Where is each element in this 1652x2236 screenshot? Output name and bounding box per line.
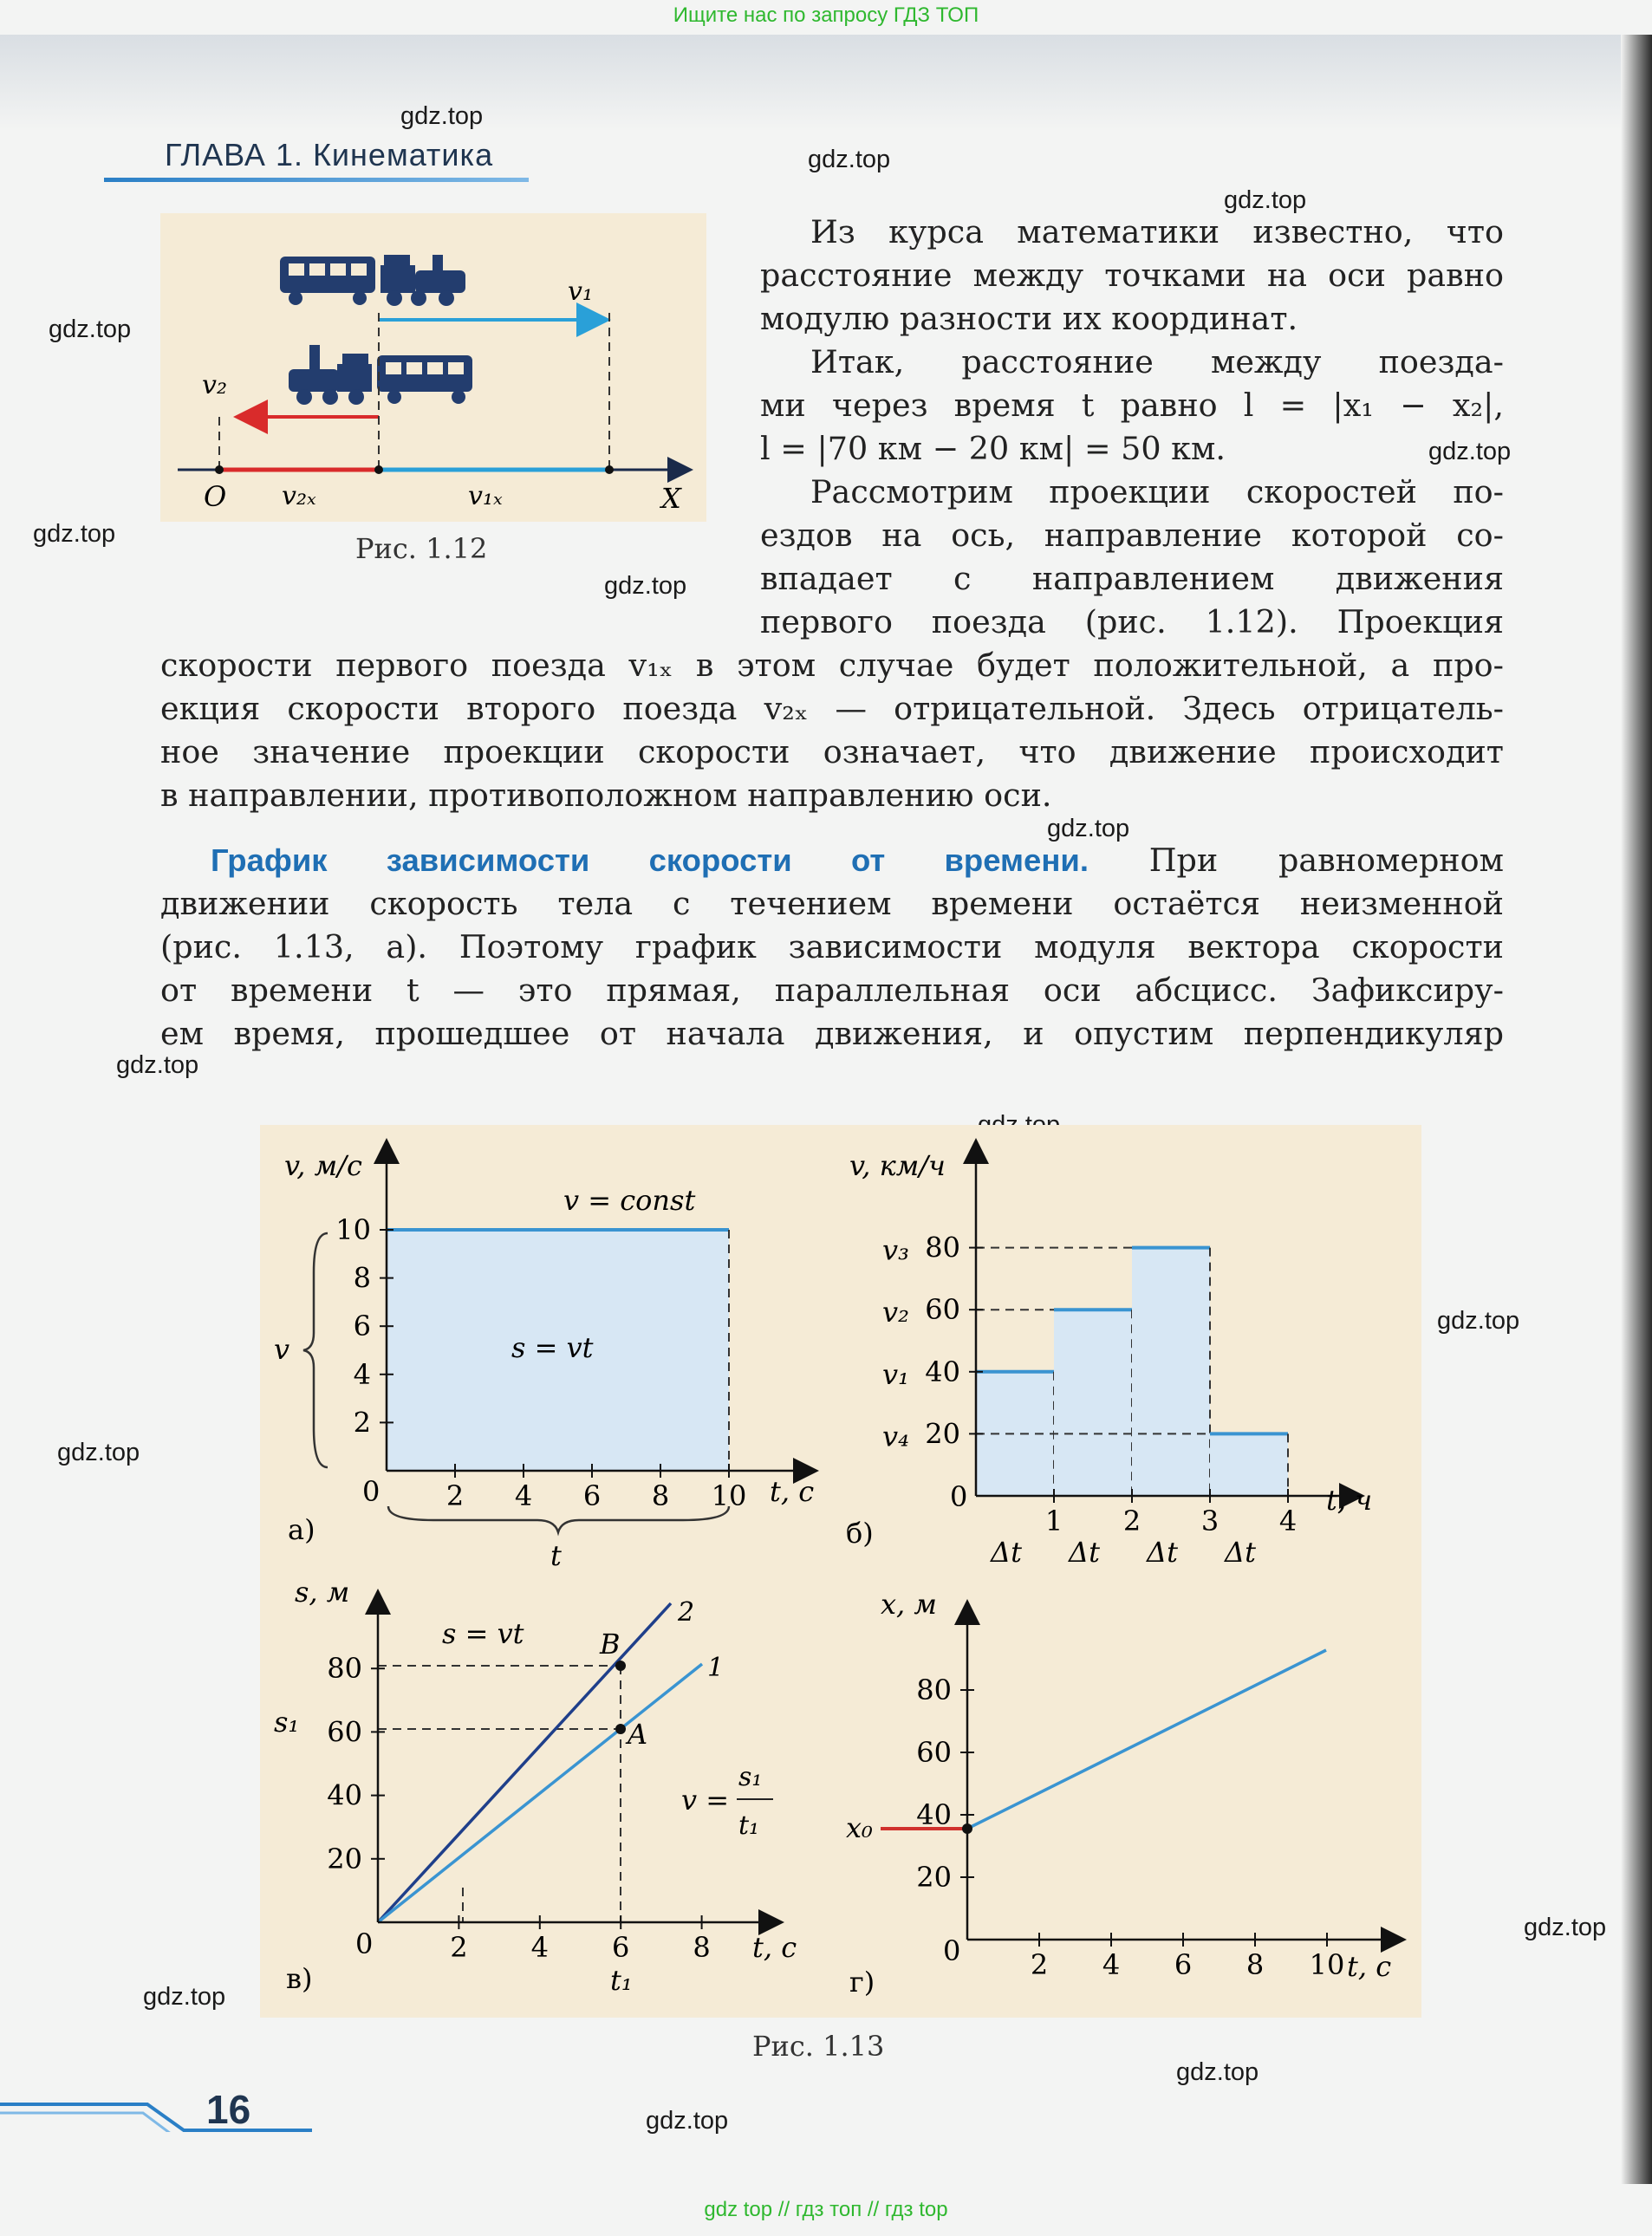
watermark: gdz.top [808, 146, 891, 173]
dt-label: Δt [1147, 1536, 1178, 1569]
train-1-icon [280, 255, 465, 306]
y-tick-label: 80 [916, 1674, 952, 1706]
paragraph-1-line: расстояние между точками на оси равно [760, 257, 1504, 294]
line-1-label: 1 [707, 1653, 725, 1683]
y-tick-label: 10 [335, 1213, 371, 1246]
point-A-label: A [628, 1718, 648, 1751]
x0-label: x₀ [846, 1811, 873, 1844]
watermark: gdz.top [116, 1051, 199, 1079]
v-level-label: v₃ [882, 1233, 909, 1267]
s1-label: s₁ [274, 1706, 300, 1739]
watermark: gdz.top [57, 1439, 140, 1466]
x-tick-label: 3 [1200, 1505, 1219, 1537]
x-tick-label: 4 [1278, 1505, 1298, 1537]
paragraph-4-text: При равномерном [1148, 842, 1504, 879]
y-tick-label: 4 [353, 1357, 371, 1391]
watermark: gdz.top [33, 520, 116, 548]
panel-c [274, 1576, 797, 1997]
x-tick-label: 2 [1030, 1948, 1049, 1981]
dt-label: Δt [1069, 1536, 1100, 1569]
paragraph-4-line: движении скорость тела с течением времени остаётся неизменной [160, 885, 1504, 922]
y-tick-label: 20 [925, 1417, 960, 1451]
watermark: gdz.top [604, 572, 687, 600]
line-1 [378, 1664, 702, 1922]
paragraph-4-first-line [211, 839, 1504, 882]
y-axis-label: s, м [295, 1576, 350, 1609]
x-axis-label: t, ч [1326, 1484, 1373, 1517]
origin-label: 0 [943, 1934, 961, 1967]
x-axis-label: X [661, 482, 681, 515]
fraction-denominator: t₁ [738, 1810, 760, 1841]
footer-links[interactable]: gdz top // гдз топ // гдз top [704, 2198, 948, 2221]
panel-label: г) [849, 1966, 875, 1999]
fraction-numerator: s₁ [738, 1762, 763, 1792]
x-tick-label: 2 [446, 1479, 465, 1512]
y-tick-label: 6 [353, 1310, 371, 1343]
origin-label: 0 [950, 1480, 968, 1513]
v1x-label: v₁ₓ [468, 481, 503, 511]
section-heading: График зависимости скорости от времени. [211, 842, 1089, 878]
line-2 [378, 1603, 671, 1922]
origin-point [215, 465, 224, 474]
figure-1-13 [260, 1125, 1421, 2018]
x-tick-label: 10 [1309, 1948, 1345, 1981]
dt-label: Δt [1225, 1536, 1256, 1569]
const-label: v = const [563, 1184, 696, 1217]
y-axis-label: x, м [881, 1588, 937, 1621]
figure-1-13-caption: Рис. 1.13 [752, 2030, 885, 2063]
dt-label: Δt [991, 1536, 1022, 1569]
x-axis-label: t, с [1347, 1950, 1392, 1983]
chapter-underline [104, 178, 529, 182]
paragraph-3-line: ездов на ось, направление которой со- [760, 517, 1504, 554]
velocity-bar [1054, 1310, 1132, 1496]
paragraph-3-line: первого поезда (рис. 1.12). Проекция [760, 603, 1504, 640]
x-tick-label: 8 [651, 1479, 670, 1512]
v2x-label: v₂ₓ [282, 481, 316, 511]
y-tick-label: 40 [916, 1798, 952, 1831]
watermark: gdz.top [646, 2107, 729, 2135]
y-tick-label: 20 [327, 1842, 362, 1875]
y-tick-label: 80 [327, 1652, 362, 1686]
panel-a [274, 1142, 815, 1572]
y-axis-label: v, км/ч [849, 1149, 946, 1182]
paragraph-3-line: скорости первого поезда v₁ₓ в этом случае будет положительной, а про- [160, 647, 1504, 684]
paragraph-4-line: ем время, прошедшее от начала движения, и опустим перпендикуляр [160, 1015, 1504, 1052]
velocity-bar [1210, 1433, 1288, 1496]
chapter-title: ГЛАВА 1. Кинематика [165, 137, 494, 172]
y-tick-label: 80 [925, 1231, 960, 1264]
watermark: gdz.top [1224, 186, 1307, 214]
panel-b [846, 1142, 1372, 1569]
coordinate-line [967, 1650, 1326, 1829]
page-number: 16 [206, 2087, 251, 2132]
y-tick-label: 60 [916, 1736, 952, 1769]
paragraph-2-line: l = |70 км − 20 км| = 50 км. [760, 430, 1226, 467]
y-tick-label: 8 [353, 1261, 371, 1295]
figure-1-12-caption: Рис. 1.12 [355, 532, 488, 565]
panel-label: б) [846, 1517, 874, 1550]
watermark: gdz.top [1047, 815, 1130, 842]
paragraph-4-line: (рис. 1.13, а). Поэтому график зависимости модуля вектора скорости [160, 928, 1504, 965]
brace-t [388, 1506, 729, 1532]
paragraph-3-line: в направлении, противоположном направлению оси. [160, 777, 1052, 814]
figure-1-12 [160, 213, 706, 522]
axis-point [605, 465, 614, 474]
x-tick-label: 1 [1044, 1505, 1063, 1537]
y-tick-label: 60 [327, 1715, 362, 1749]
x-tick-label: 4 [530, 1931, 549, 1964]
watermark: gdz.top [1524, 1914, 1607, 1941]
y-tick-label: 40 [925, 1355, 960, 1388]
paragraph-2-line: Итак, расстояние между поезда- [810, 343, 1504, 380]
v1-label: v₁ [568, 276, 593, 307]
x-axis-label: t, с [752, 1931, 797, 1964]
point-B-label: B [600, 1628, 621, 1661]
y-tick-label: 2 [353, 1406, 371, 1440]
line-2-label: 2 [678, 1597, 695, 1628]
v-level-label: v₄ [882, 1420, 909, 1453]
paragraph-2-line: ми через время t равно l = |x₁ − x₂|, [760, 387, 1504, 424]
figure-1-12-svg [160, 213, 706, 522]
y-tick-label: 20 [916, 1861, 952, 1894]
brace-t-label: t [550, 1539, 562, 1572]
paragraph-3-line: екция скорости второго поезда v₂ₓ — отрицательной. Здесь отрицатель- [160, 690, 1504, 727]
x-tick-label: 6 [582, 1479, 602, 1512]
v-level-label: v₂ [882, 1296, 909, 1329]
watermark: gdz.top [1437, 1307, 1520, 1335]
watermark: gdz.top [400, 102, 484, 130]
top-banner[interactable]: Ищите нас по запросу ГДЗ ТОП [673, 3, 979, 27]
brace-v-label: v [274, 1333, 290, 1366]
y-axis-label: v, м/с [284, 1149, 362, 1182]
paragraph-3-line: Рассмотрим проекции скоростей по- [810, 473, 1504, 510]
train-2-icon [289, 345, 472, 405]
origin-label: 0 [362, 1475, 380, 1508]
y-tick-label: 40 [327, 1778, 362, 1812]
watermark: gdz.top [1176, 2058, 1259, 2086]
y-tick-label: 60 [925, 1293, 960, 1327]
watermark: gdz.top [1428, 438, 1512, 465]
x-axis-label: t, с [770, 1475, 815, 1508]
paragraph-3-line: впадает с направлением движения [760, 560, 1504, 597]
page-right-shadow [1621, 35, 1652, 2184]
panel-label: в) [286, 1962, 313, 1995]
paragraph-1-line: модулю разности их координат. [760, 300, 1298, 337]
figure-1-13-svg [260, 1125, 1421, 2018]
x-tick-label: 2 [1122, 1505, 1141, 1537]
x-tick-label: 8 [693, 1931, 711, 1964]
x-tick-label: 6 [612, 1931, 630, 1964]
paragraph-1-line: Из курса математики известно, что [810, 213, 1504, 250]
x-tick-label: 4 [1102, 1948, 1121, 1981]
paragraph-4-line: от времени t — это прямая, параллельная оси абсцисс. Зафиксиру- [160, 972, 1504, 1009]
watermark: gdz.top [49, 315, 132, 343]
x-tick-label: 2 [450, 1931, 468, 1964]
page-top-decoration [0, 35, 1652, 130]
area-label: s = vt [511, 1331, 594, 1364]
formula-label: s = vt [442, 1617, 524, 1650]
x-tick-label: 4 [514, 1479, 533, 1512]
x-tick-label: 8 [1246, 1948, 1265, 1981]
brace-v [303, 1233, 328, 1467]
t1-label: t₁ [610, 1964, 633, 1997]
paragraph-3-line: ное значение проекции скорости означает, что движение происходит [160, 733, 1504, 770]
v-level-label: v₁ [882, 1357, 909, 1391]
watermark: gdz.top [143, 1983, 226, 2011]
velocity-bar [1132, 1248, 1210, 1496]
v2-label: v₂ [202, 370, 227, 400]
origin-label: 0 [355, 1927, 374, 1960]
v-formula: v = [681, 1784, 730, 1817]
x-tick-label: 10 [711, 1479, 747, 1512]
panel-d [846, 1588, 1402, 1999]
page-number-decoration [0, 2063, 329, 2132]
axis-point [374, 465, 383, 474]
point-A [615, 1724, 626, 1734]
panel-label: а) [288, 1513, 315, 1546]
x-tick-label: 6 [1174, 1948, 1193, 1981]
origin-label: O [204, 480, 227, 513]
point-B [615, 1661, 626, 1671]
